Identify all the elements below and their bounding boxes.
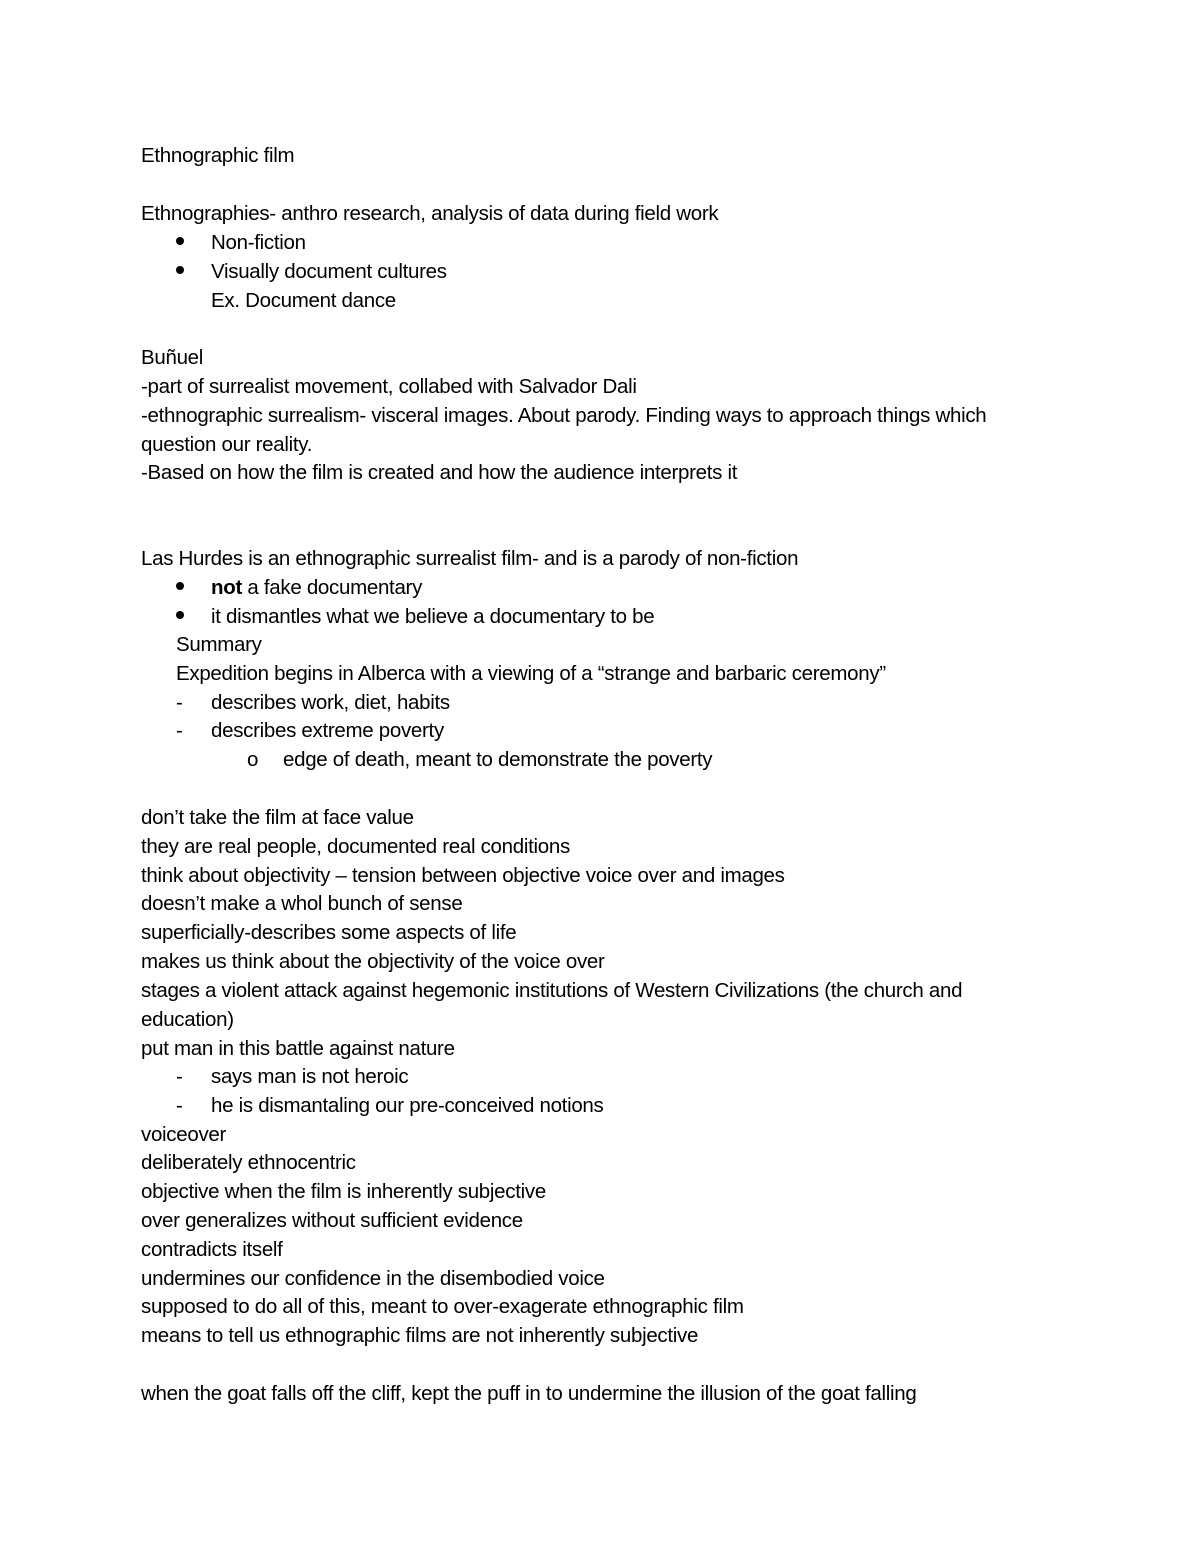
- text-line: question our reality.: [141, 433, 313, 456]
- closing-line: when the goat falls off the cliff, kept the puff in to undermine the illusion of the goat falling: [141, 1382, 917, 1405]
- text-line: means to tell us ethnographic films are not inherently subjective: [141, 1324, 699, 1347]
- dash-marker: -: [176, 691, 183, 714]
- text-line: don’t take the film at face value: [141, 806, 414, 829]
- dash-marker: -: [176, 1094, 183, 1117]
- sub-bullet-marker: o: [247, 748, 259, 771]
- section-heading: Buñuel: [141, 346, 204, 369]
- bold-text: not: [211, 576, 242, 599]
- bullet-icon: [176, 582, 184, 590]
- text-line: stages a violent attack against hegemonic institutions of Western Civilizations (the church and: [141, 979, 963, 1002]
- list-item: he is dismantaling our pre-conceived notions: [211, 1094, 604, 1117]
- bullet-icon: [176, 266, 184, 274]
- text-line: objective when the film is inherently subjective: [141, 1180, 546, 1203]
- section-heading: Ethnographies- anthro research, analysis of data during field work: [141, 202, 719, 225]
- text-line: makes us think about the objectivity of the voice over: [141, 950, 605, 973]
- list-item: describes extreme poverty: [211, 719, 444, 742]
- bullet-icon: [176, 237, 184, 245]
- text-line: voiceover: [141, 1123, 227, 1146]
- list-item: describes work, diet, habits: [211, 691, 450, 714]
- list-item: Non-fiction: [211, 231, 306, 254]
- summary-text: Expedition begins in Alberca with a viewing of a “strange and barbaric ceremony”: [176, 662, 886, 685]
- list-item: it dismantles what we believe a documentary to be: [211, 605, 655, 628]
- text-line: over generalizes without sufficient evidence: [141, 1209, 523, 1232]
- text-line: doesn’t make a whol bunch of sense: [141, 892, 463, 915]
- summary-label: Summary: [176, 633, 262, 656]
- text-line: -ethnographic surrealism- visceral images. About parody. Finding ways to approach things which: [141, 404, 987, 427]
- text-line: education): [141, 1008, 234, 1031]
- section-heading: Las Hurdes is an ethnographic surrealist film- and is a parody of non-fiction: [141, 547, 799, 570]
- text-line: -part of surrealist movement, collabed with Salvador Dali: [141, 375, 637, 398]
- text-line: supposed to do all of this, meant to over-exagerate ethnographic film: [141, 1295, 744, 1318]
- list-item: [211, 573, 422, 602]
- text-line: think about objectivity – tension between objective voice over and images: [141, 864, 785, 887]
- text-line: they are real people, documented real conditions: [141, 835, 570, 858]
- document-title: Ethnographic film: [141, 144, 295, 167]
- text-line: deliberately ethnocentric: [141, 1151, 356, 1174]
- list-item: Visually document cultures: [211, 260, 447, 283]
- text-line: contradicts itself: [141, 1238, 283, 1261]
- dash-marker: -: [176, 719, 183, 742]
- dash-marker: -: [176, 1065, 183, 1088]
- text-line: superficially-describes some aspects of life: [141, 921, 517, 944]
- text-line: put man in this battle against nature: [141, 1037, 455, 1060]
- list-item-example: Ex. Document dance: [211, 289, 396, 312]
- sub-list-item: edge of death, meant to demonstrate the poverty: [283, 748, 713, 771]
- text-line: undermines our confidence in the disembodied voice: [141, 1267, 605, 1290]
- list-item: says man is not heroic: [211, 1065, 409, 1088]
- bullet-icon: [176, 611, 184, 619]
- text-line: -Based on how the film is created and how the audience interprets it: [141, 461, 738, 484]
- list-item-text: a fake documentary: [241, 576, 423, 599]
